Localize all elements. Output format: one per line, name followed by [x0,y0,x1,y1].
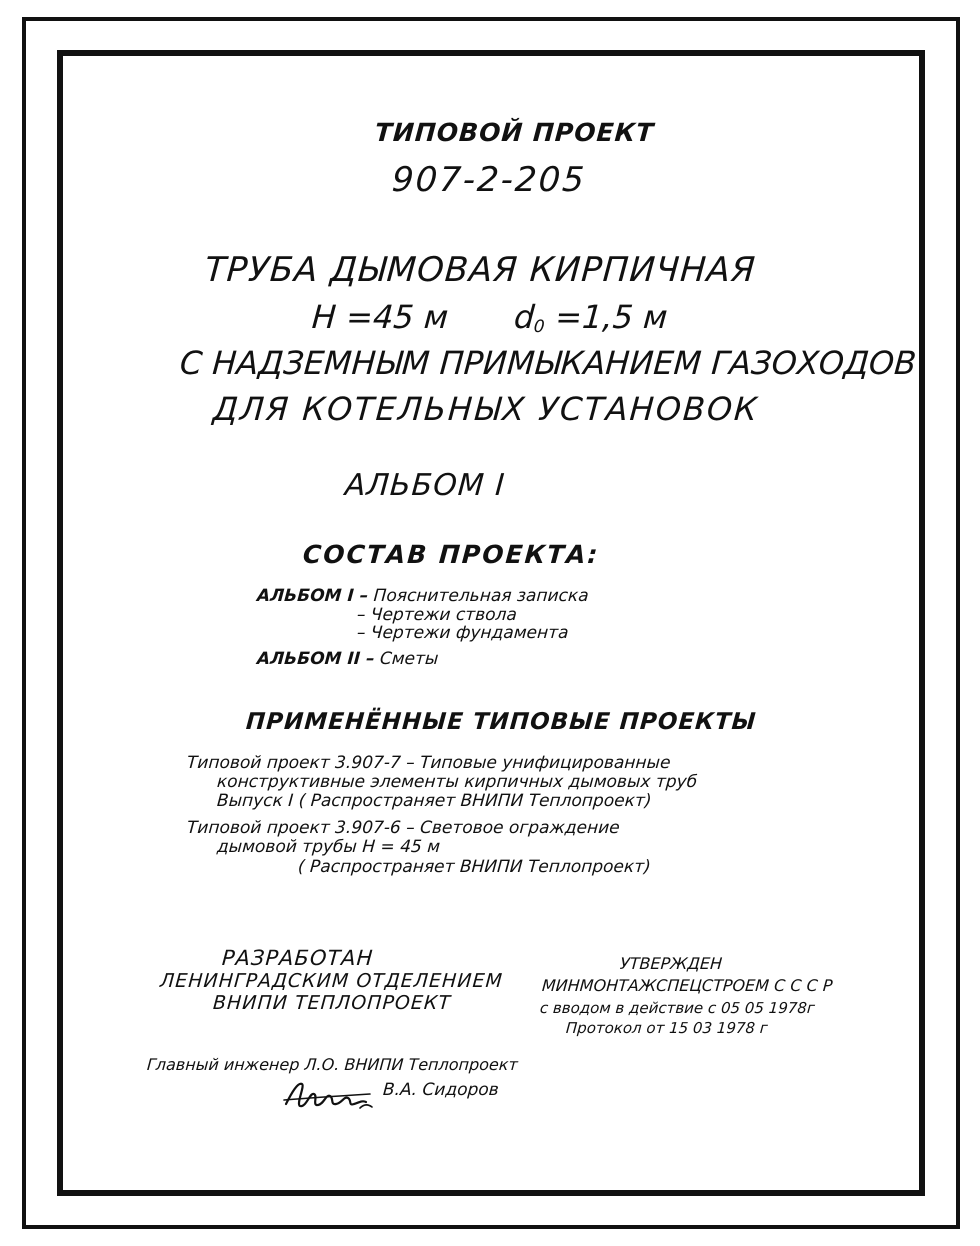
title-line-1: ТРУБА ДЫМОВАЯ КИРПИЧНАЯ [203,250,758,290]
developed-heading: РАЗРАБОТАН [221,946,375,970]
approved-line-2: МИНМОНТАЖСПЕЦСТРОЕМ С С С Р [541,976,834,995]
chief-engineer-line: Главный инженер Л.О. ВНИПИ Теплопроект [146,1055,519,1074]
approved-heading: УТВЕРЖДЕН [619,954,723,973]
signature [278,1074,378,1114]
diameter-subscript: 0 [533,317,546,337]
project-label: ТИПОВОЙ ПРОЕКТ [373,118,656,147]
applied-line-6: ( Распространяет ВНИПИ Теплопроект) [297,857,652,877]
composition-text-4: Сметы [373,649,440,669]
applied-line-3: Выпуск I ( Распространяет ВНИПИ Теплопроект) [216,791,653,811]
composition-row-1 [256,586,589,606]
applied-projects-heading: ПРИМЕНЁННЫЕ ТИПОВЫЕ ПРОЕКТЫ [245,709,758,735]
height-value: Н =45 м [310,298,450,336]
applied-line-5: дымовой трубы Н = 45 м [216,837,441,857]
composition-heading: СОСТАВ ПРОЕКТА: [301,540,601,569]
applied-line-4: Типовой проект 3.907-6 – Световое ограждение [186,818,621,838]
composition-row-3: – Чертежи фундамента [356,623,570,643]
composition-row-2: – Чертежи ствола [356,605,518,625]
approved-line-3: с вводом в действие с 05 05 1978г [539,999,816,1017]
composition-album-2: АЛЬБОМ II – [256,649,376,669]
title-line-2 [311,298,669,337]
applied-line-1: Типовой проект 3.907-7 – Типовые унифицированные [186,753,672,773]
album-title: АЛЬБОМ I [343,468,507,503]
developed-line-3: ВНИПИ ТЕПЛОПРОЕКТ [212,992,452,1014]
developed-line-2: ЛЕНИНГРАДСКИМ ОТДЕЛЕНИЕМ [159,970,504,992]
title-line-4: ДЛЯ КОТЕЛЬНЫХ УСТАНОВОК [211,390,761,428]
title-line-3: С НАДЗЕМНЫМ ПРИМЫКАНИЕМ ГАЗОХОДОВ [178,344,918,382]
composition-text-1: Пояснительная записка [367,586,590,606]
approved-line-4: Протокол от 15 03 1978 г [565,1019,769,1037]
composition-album-1: АЛЬБОМ I – [256,586,369,606]
applied-line-2: конструктивные элементы кирпичных дымовых труб [216,772,698,792]
diameter-letter: d [512,298,536,336]
chief-engineer-name: В.А. Сидоров [382,1080,500,1100]
project-number: 907-2-205 [390,160,588,200]
composition-row-4 [256,649,439,669]
diameter-value: =1,5 м [543,298,669,336]
